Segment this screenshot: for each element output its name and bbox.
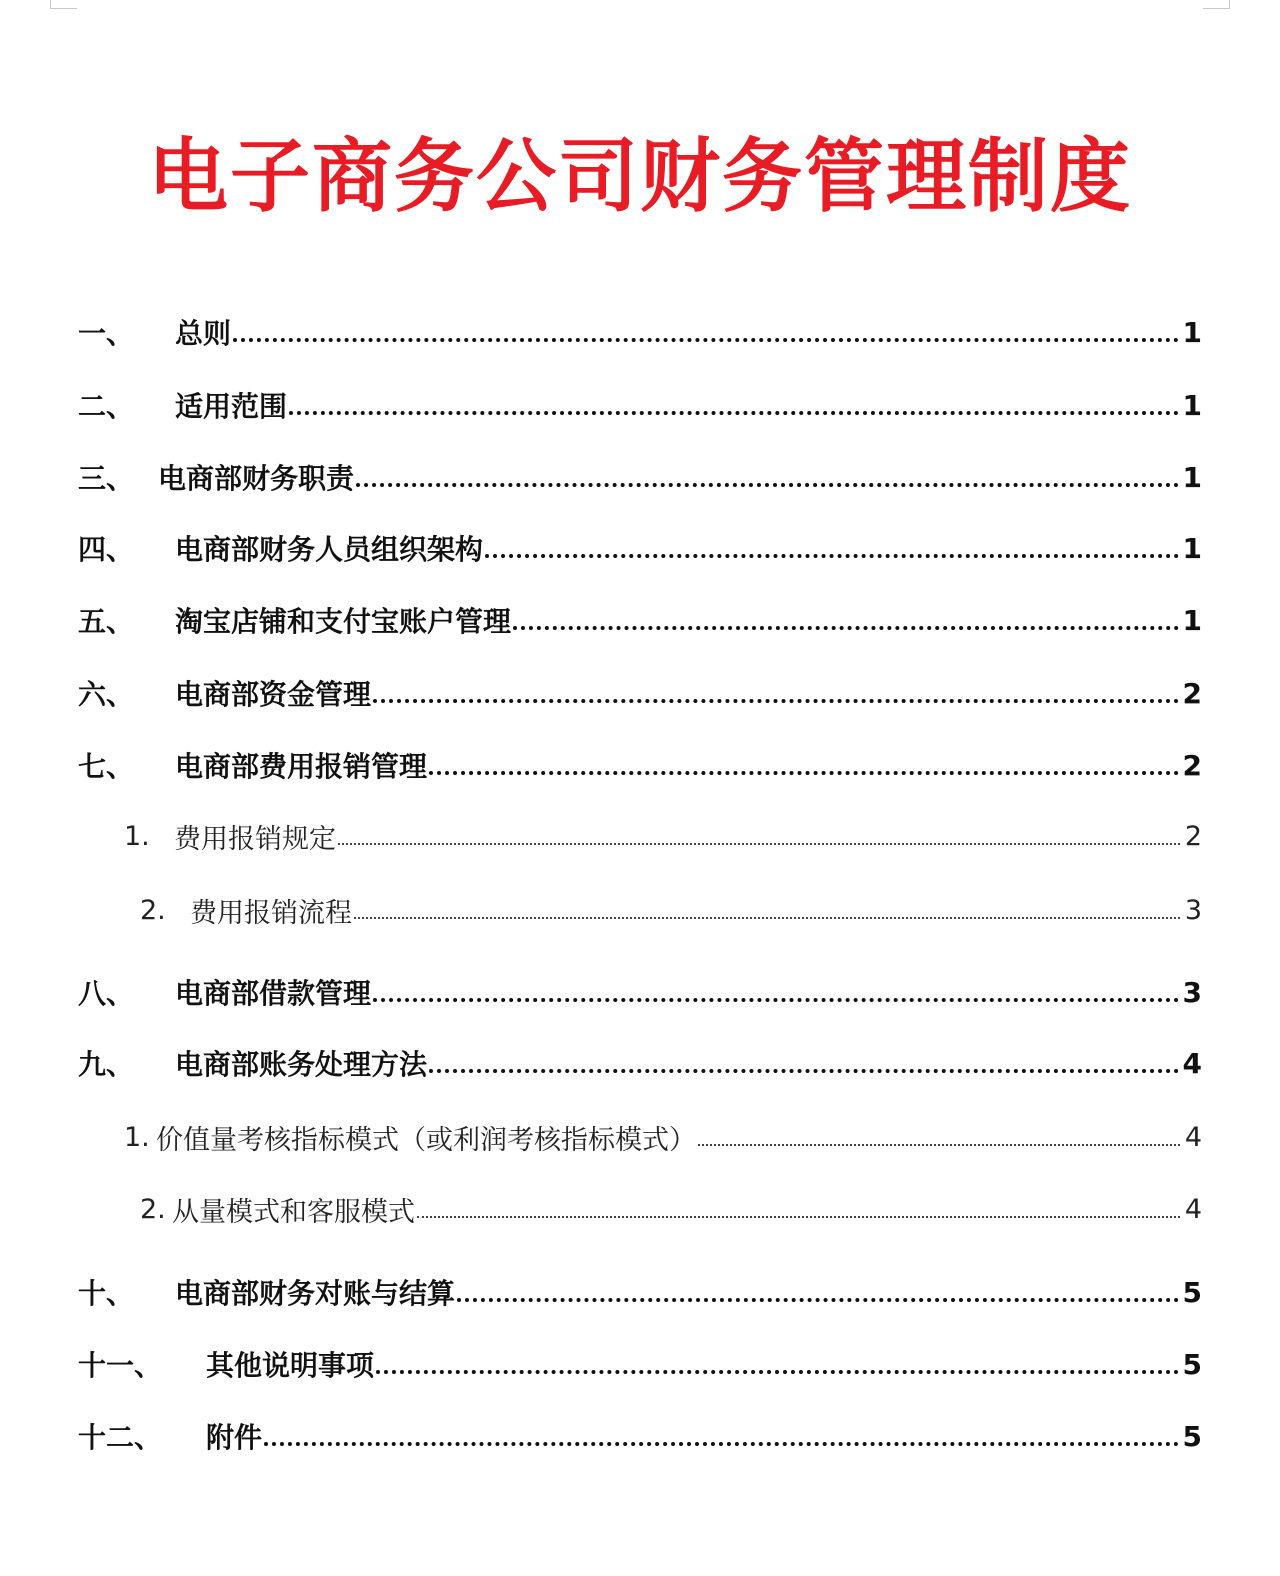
toc-dot-leader: [373, 998, 1179, 1002]
toc-dot-leader: [485, 554, 1179, 558]
toc-entry-number: 1.: [124, 820, 150, 852]
toc-entry-number: 一、: [78, 317, 135, 350]
toc-entry-number: 七、: [78, 750, 135, 783]
toc-entry-number: 2.: [140, 1193, 166, 1225]
toc-dot-leader: [356, 483, 1179, 487]
toc-entry-label: 总则: [175, 317, 232, 350]
toc-entry-page: 5: [1182, 1419, 1202, 1453]
toc-entry-label: 电商部财务对账与结算: [175, 1277, 456, 1310]
toc-entry-label: 其他说明事项: [206, 1349, 375, 1382]
toc-entry-3[interactable]: [78, 455, 1202, 499]
toc-entry-page: 3: [1184, 894, 1202, 926]
toc-entry-10[interactable]: [78, 1270, 1202, 1314]
toc-entry-number: 六、: [78, 678, 135, 711]
toc-entry-page: 1: [1182, 531, 1202, 565]
toc-entry-number: 十、: [78, 1277, 135, 1310]
toc-entry-label: 费用报销规定: [174, 823, 336, 855]
toc-entry-label: 附件: [206, 1421, 263, 1454]
toc-subentry-9-1[interactable]: [124, 1115, 1202, 1159]
toc-dot-leader: [373, 699, 1179, 703]
toc-entry-number: 五、: [78, 605, 135, 638]
toc-entry-number: 三、: [78, 462, 135, 495]
toc-entry-12[interactable]: [78, 1414, 1202, 1458]
toc-entry-page: 5: [1182, 1347, 1202, 1381]
toc-entry-8[interactable]: [78, 970, 1202, 1014]
toc-subentry-7-1[interactable]: [124, 814, 1202, 858]
toc-entry-page: 4: [1184, 1121, 1202, 1153]
toc-entry-6[interactable]: [78, 671, 1202, 715]
toc-dot-leader: [338, 843, 1180, 845]
toc-subentry-9-2[interactable]: [140, 1187, 1202, 1231]
toc-entry-label: 电商部账务处理方法: [175, 1048, 428, 1081]
toc-entry-page: 2: [1182, 748, 1202, 782]
toc-entry-number: 十一、: [78, 1349, 163, 1382]
toc-entry-label: 电商部费用报销管理: [175, 750, 428, 783]
toc-entry-number: 四、: [78, 533, 135, 566]
toc-entry-label: 电商部资金管理: [175, 678, 372, 711]
toc-dot-leader: [376, 1370, 1179, 1374]
toc-entry-11[interactable]: [78, 1342, 1202, 1386]
toc-subentry-7-2[interactable]: [140, 888, 1202, 932]
toc-entry-number: 八、: [78, 977, 135, 1010]
toc-entry-page: 4: [1184, 1193, 1202, 1225]
toc-entry-page: 1: [1182, 460, 1202, 494]
toc-entry-number: 二、: [78, 390, 135, 423]
toc-dot-leader: [429, 771, 1179, 775]
toc-entry-7[interactable]: [78, 743, 1202, 787]
toc-dot-leader: [698, 1144, 1180, 1146]
toc-entry-page: 2: [1184, 820, 1202, 852]
toc-entry-page: 1: [1182, 315, 1202, 349]
toc-dot-leader: [457, 1298, 1179, 1302]
toc-dot-leader: [513, 626, 1179, 630]
toc-entry-number: 1.: [124, 1121, 150, 1153]
toc-entry-2[interactable]: [78, 383, 1202, 427]
toc-entry-page: 3: [1182, 975, 1202, 1009]
toc-dot-leader: [417, 1216, 1180, 1218]
toc-entry-label: 费用报销流程: [190, 897, 352, 929]
toc-entry-number: 十二、: [78, 1421, 163, 1454]
toc-entry-label: 电商部财务人员组织架构: [175, 533, 484, 566]
toc-dot-leader: [429, 1069, 1179, 1073]
toc-entry-page: 1: [1182, 603, 1202, 637]
toc-entry-label: 价值量考核指标模式（或利润考核指标模式）: [156, 1124, 696, 1156]
toc-entry-label: 适用范围: [175, 390, 288, 423]
toc-entry-4[interactable]: [78, 526, 1202, 570]
toc-entry-page: 2: [1182, 676, 1202, 710]
toc-entry-label: 电商部财务职责: [158, 462, 355, 495]
toc-entry-1[interactable]: [78, 310, 1202, 354]
toc-entry-label: 电商部借款管理: [175, 977, 372, 1010]
toc-dot-leader: [233, 338, 1179, 342]
toc-entry-5[interactable]: [78, 598, 1202, 642]
toc-dot-leader: [289, 411, 1179, 415]
toc-dot-leader: [354, 917, 1180, 919]
toc-entry-label: 淘宝店铺和支付宝账户管理: [175, 605, 512, 638]
document-title: 电子商务公司财务管理制度: [148, 130, 1132, 223]
toc-entry-9[interactable]: [78, 1041, 1202, 1085]
toc-dot-leader: [264, 1442, 1179, 1446]
toc-entry-page: 4: [1182, 1046, 1202, 1080]
toc-entry-number: 2.: [140, 894, 166, 926]
toc-entry-page: 5: [1182, 1275, 1202, 1309]
toc-entry-page: 1: [1182, 388, 1202, 422]
toc-entry-number: 九、: [78, 1048, 135, 1081]
toc-entry-label: 从量模式和客服模式: [172, 1196, 415, 1228]
